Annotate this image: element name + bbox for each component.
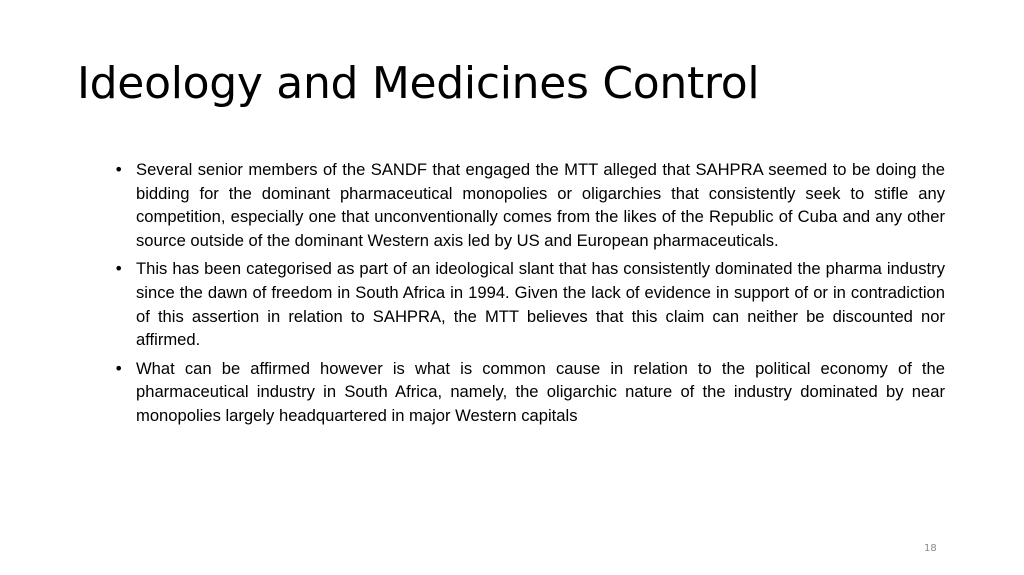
bullet-icon: • <box>114 160 124 179</box>
bullet-item <box>114 357 945 428</box>
slide-title: Ideology and Medicines Control <box>77 58 760 109</box>
bullet-text: Several senior members of the SANDF that engaged the MTT alleged that SAHPRA seemed to be doing the bidding for the dominant pharmaceutical monopolies or oligarchies that consistently seek to stifle any competition, especially one that unconventionally comes from the likes of the Republic of Cuba and any other source outside of the dominant Western axis led by US and European pharmaceuticals. <box>136 160 945 250</box>
bullet-text: What can be affirmed however is what is common cause in relation to the political economy of the pharmaceutical industry in South Africa, namely, the oligarchic nature of the industry dominated by near monopolies largely headquartered in major Western capitals <box>136 358 945 425</box>
bullet-item <box>114 158 945 252</box>
bullet-list <box>114 158 945 433</box>
bullet-icon: • <box>114 358 124 378</box>
bullet-icon: • <box>114 259 124 279</box>
bullet-item <box>114 257 945 351</box>
page-number: 18 <box>924 543 937 554</box>
bullet-text: This has been categorised as part of an ideological slant that has consistently dominated the pharma industry since the dawn of freedom in South Africa in 1994. Given the lack of evidence in support of or in contradiction of this assertion in relation to SAHPRA, the MTT believes that this claim can neither be discounted nor affirmed. <box>136 259 945 350</box>
